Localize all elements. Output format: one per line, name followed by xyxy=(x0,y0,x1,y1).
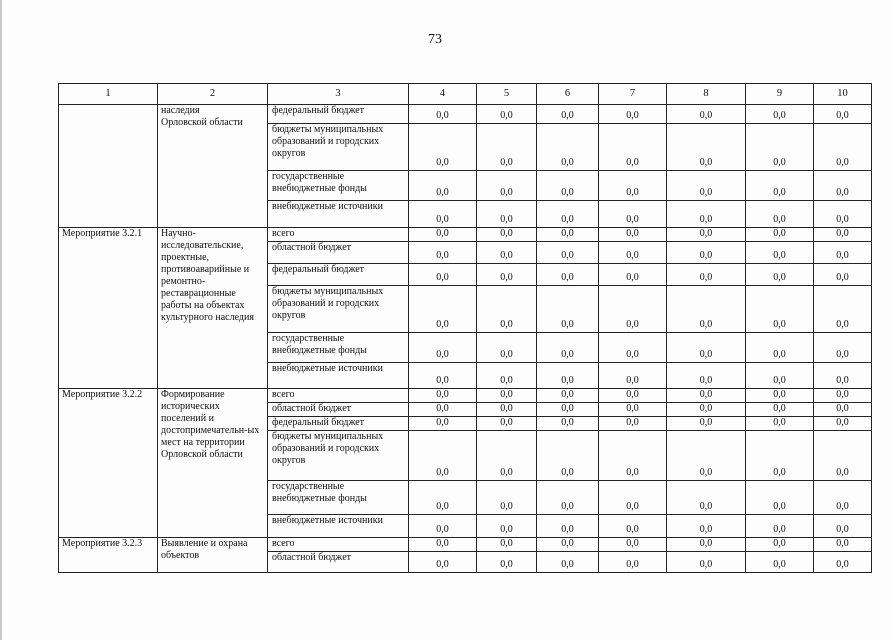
table-row xyxy=(59,105,872,124)
value-cell: 0,0 xyxy=(537,105,599,124)
value-cell: 0,0 xyxy=(409,124,477,171)
value-cell: 0,0 xyxy=(746,333,814,363)
value-cell: 0,0 xyxy=(746,228,814,242)
value-cell: 0,0 xyxy=(537,538,599,552)
funding-source: внебюджетные источники xyxy=(268,201,409,228)
value-cell: 0,0 xyxy=(814,515,872,538)
col-header: 6 xyxy=(537,84,599,105)
value-cell: 0,0 xyxy=(667,201,746,228)
value-cell: 0,0 xyxy=(667,417,746,431)
value-cell: 0,0 xyxy=(537,264,599,286)
value-cell: 0,0 xyxy=(537,431,599,481)
value-cell: 0,0 xyxy=(599,286,667,333)
value-cell: 0,0 xyxy=(409,363,477,389)
table-body xyxy=(59,105,872,573)
value-cell: 0,0 xyxy=(746,538,814,552)
funding-source: областной бюджет xyxy=(268,552,409,573)
value-cell: 0,0 xyxy=(599,552,667,573)
funding-source: областной бюджет xyxy=(268,403,409,417)
value-cell: 0,0 xyxy=(814,333,872,363)
funding-source: бюджеты муниципальных образований и городских округов xyxy=(268,286,409,333)
value-cell: 0,0 xyxy=(477,228,537,242)
value-cell: 0,0 xyxy=(667,538,746,552)
value-cell: 0,0 xyxy=(599,363,667,389)
table-row xyxy=(59,228,872,242)
value-cell: 0,0 xyxy=(746,431,814,481)
value-cell: 0,0 xyxy=(599,171,667,201)
table-row xyxy=(59,538,872,552)
page-number: 73 xyxy=(428,32,442,47)
value-cell: 0,0 xyxy=(814,286,872,333)
value-cell: 0,0 xyxy=(477,431,537,481)
table-row xyxy=(59,389,872,403)
value-cell: 0,0 xyxy=(409,286,477,333)
col-header: 2 xyxy=(158,84,268,105)
measure-name: Мероприятие 3.2.2 xyxy=(59,389,158,538)
value-cell: 0,0 xyxy=(409,431,477,481)
col-header: 7 xyxy=(599,84,667,105)
value-cell: 0,0 xyxy=(667,105,746,124)
funding-source: федеральный бюджет xyxy=(268,264,409,286)
value-cell: 0,0 xyxy=(599,264,667,286)
value-cell: 0,0 xyxy=(409,105,477,124)
value-cell: 0,0 xyxy=(409,333,477,363)
value-cell: 0,0 xyxy=(746,389,814,403)
value-cell: 0,0 xyxy=(667,431,746,481)
value-cell: 0,0 xyxy=(409,417,477,431)
value-cell: 0,0 xyxy=(599,201,667,228)
value-cell: 0,0 xyxy=(667,363,746,389)
value-cell: 0,0 xyxy=(477,403,537,417)
col-header: 4 xyxy=(409,84,477,105)
value-cell: 0,0 xyxy=(409,264,477,286)
value-cell: 0,0 xyxy=(477,286,537,333)
value-cell: 0,0 xyxy=(667,389,746,403)
value-cell: 0,0 xyxy=(409,538,477,552)
value-cell: 0,0 xyxy=(814,389,872,403)
value-cell: 0,0 xyxy=(537,363,599,389)
value-cell: 0,0 xyxy=(746,201,814,228)
value-cell: 0,0 xyxy=(537,417,599,431)
value-cell: 0,0 xyxy=(537,242,599,264)
funding-source: государственные внебюджетные фонды xyxy=(268,333,409,363)
value-cell: 0,0 xyxy=(814,264,872,286)
header-row xyxy=(59,84,872,105)
value-cell: 0,0 xyxy=(599,333,667,363)
value-cell: 0,0 xyxy=(667,515,746,538)
value-cell: 0,0 xyxy=(409,552,477,573)
funding-source: всего xyxy=(268,389,409,403)
value-cell: 0,0 xyxy=(537,228,599,242)
value-cell: 0,0 xyxy=(477,201,537,228)
value-cell: 0,0 xyxy=(746,124,814,171)
measure-name: Мероприятие 3.2.3 xyxy=(59,538,158,573)
value-cell: 0,0 xyxy=(477,124,537,171)
value-cell: 0,0 xyxy=(409,228,477,242)
value-cell: 0,0 xyxy=(746,552,814,573)
value-cell: 0,0 xyxy=(477,515,537,538)
value-cell: 0,0 xyxy=(409,515,477,538)
value-cell: 0,0 xyxy=(667,171,746,201)
value-cell: 0,0 xyxy=(599,389,667,403)
value-cell: 0,0 xyxy=(814,431,872,481)
value-cell: 0,0 xyxy=(599,228,667,242)
col-header: 9 xyxy=(746,84,814,105)
value-cell: 0,0 xyxy=(477,481,537,515)
value-cell: 0,0 xyxy=(746,403,814,417)
page-edge xyxy=(0,0,2,640)
value-cell: 0,0 xyxy=(599,242,667,264)
value-cell: 0,0 xyxy=(599,403,667,417)
value-cell: 0,0 xyxy=(746,515,814,538)
measure-description: наследия Орловской области xyxy=(158,105,268,228)
funding-source: всего xyxy=(268,228,409,242)
funding-source: государственные внебюджетные фонды xyxy=(268,171,409,201)
value-cell: 0,0 xyxy=(477,363,537,389)
value-cell: 0,0 xyxy=(814,552,872,573)
value-cell: 0,0 xyxy=(537,124,599,171)
value-cell: 0,0 xyxy=(537,481,599,515)
funding-source: всего xyxy=(268,538,409,552)
value-cell: 0,0 xyxy=(537,333,599,363)
funding-source: государственные внебюджетные фонды xyxy=(268,481,409,515)
value-cell: 0,0 xyxy=(537,403,599,417)
value-cell: 0,0 xyxy=(477,538,537,552)
value-cell: 0,0 xyxy=(746,286,814,333)
value-cell: 0,0 xyxy=(814,417,872,431)
value-cell: 0,0 xyxy=(814,228,872,242)
value-cell: 0,0 xyxy=(667,552,746,573)
value-cell: 0,0 xyxy=(746,242,814,264)
value-cell: 0,0 xyxy=(667,481,746,515)
measure-name: Мероприятие 3.2.1 xyxy=(59,228,158,389)
funding-source: бюджеты муниципальных образований и городских округов xyxy=(268,124,409,171)
measure-description: Выявление и охрана объектов xyxy=(158,538,268,573)
value-cell: 0,0 xyxy=(599,417,667,431)
funding-source: областной бюджет xyxy=(268,242,409,264)
value-cell: 0,0 xyxy=(537,201,599,228)
value-cell: 0,0 xyxy=(667,333,746,363)
funding-source: федеральный бюджет xyxy=(268,105,409,124)
value-cell: 0,0 xyxy=(746,171,814,201)
value-cell: 0,0 xyxy=(667,228,746,242)
value-cell: 0,0 xyxy=(537,286,599,333)
col-header: 8 xyxy=(667,84,746,105)
col-header: 5 xyxy=(477,84,537,105)
value-cell: 0,0 xyxy=(599,515,667,538)
value-cell: 0,0 xyxy=(667,264,746,286)
value-cell: 0,0 xyxy=(746,264,814,286)
funding-source: внебюджетные источники xyxy=(268,515,409,538)
value-cell: 0,0 xyxy=(477,264,537,286)
value-cell: 0,0 xyxy=(814,242,872,264)
value-cell: 0,0 xyxy=(814,171,872,201)
value-cell: 0,0 xyxy=(537,552,599,573)
value-cell: 0,0 xyxy=(746,363,814,389)
value-cell: 0,0 xyxy=(599,105,667,124)
value-cell: 0,0 xyxy=(667,124,746,171)
value-cell: 0,0 xyxy=(667,242,746,264)
value-cell: 0,0 xyxy=(409,242,477,264)
value-cell: 0,0 xyxy=(477,417,537,431)
value-cell: 0,0 xyxy=(814,403,872,417)
value-cell: 0,0 xyxy=(477,552,537,573)
value-cell: 0,0 xyxy=(537,389,599,403)
value-cell: 0,0 xyxy=(409,201,477,228)
value-cell: 0,0 xyxy=(599,538,667,552)
value-cell: 0,0 xyxy=(477,105,537,124)
value-cell: 0,0 xyxy=(814,538,872,552)
value-cell: 0,0 xyxy=(814,124,872,171)
funding-table xyxy=(58,83,872,573)
value-cell: 0,0 xyxy=(477,242,537,264)
value-cell: 0,0 xyxy=(537,171,599,201)
value-cell: 0,0 xyxy=(477,389,537,403)
col-header: 1 xyxy=(59,84,158,105)
value-cell: 0,0 xyxy=(746,105,814,124)
value-cell: 0,0 xyxy=(667,286,746,333)
col-header: 10 xyxy=(814,84,872,105)
value-cell: 0,0 xyxy=(409,403,477,417)
value-cell: 0,0 xyxy=(599,124,667,171)
value-cell: 0,0 xyxy=(814,481,872,515)
value-cell: 0,0 xyxy=(477,171,537,201)
value-cell: 0,0 xyxy=(667,403,746,417)
value-cell: 0,0 xyxy=(746,481,814,515)
funding-source: внебюджетные источники xyxy=(268,363,409,389)
measure-description: Научно-исследовательские, проектные, противоаварийные и ремонтно-реставрационные работы на объектах культурного наследия xyxy=(158,228,268,389)
value-cell: 0,0 xyxy=(814,201,872,228)
funding-source: федеральный бюджет xyxy=(268,417,409,431)
col-header: 3 xyxy=(268,84,409,105)
value-cell: 0,0 xyxy=(409,389,477,403)
measure-description: Формирование исторических поселений и достопримечательн-ых мест на территории Орловской области xyxy=(158,389,268,538)
value-cell: 0,0 xyxy=(477,333,537,363)
value-cell: 0,0 xyxy=(746,417,814,431)
measure-name xyxy=(59,105,158,228)
funding-source: бюджеты муниципальных образований и городских округов xyxy=(268,431,409,481)
value-cell: 0,0 xyxy=(599,431,667,481)
value-cell: 0,0 xyxy=(814,363,872,389)
value-cell: 0,0 xyxy=(599,481,667,515)
value-cell: 0,0 xyxy=(537,515,599,538)
value-cell: 0,0 xyxy=(814,105,872,124)
value-cell: 0,0 xyxy=(409,481,477,515)
value-cell: 0,0 xyxy=(409,171,477,201)
